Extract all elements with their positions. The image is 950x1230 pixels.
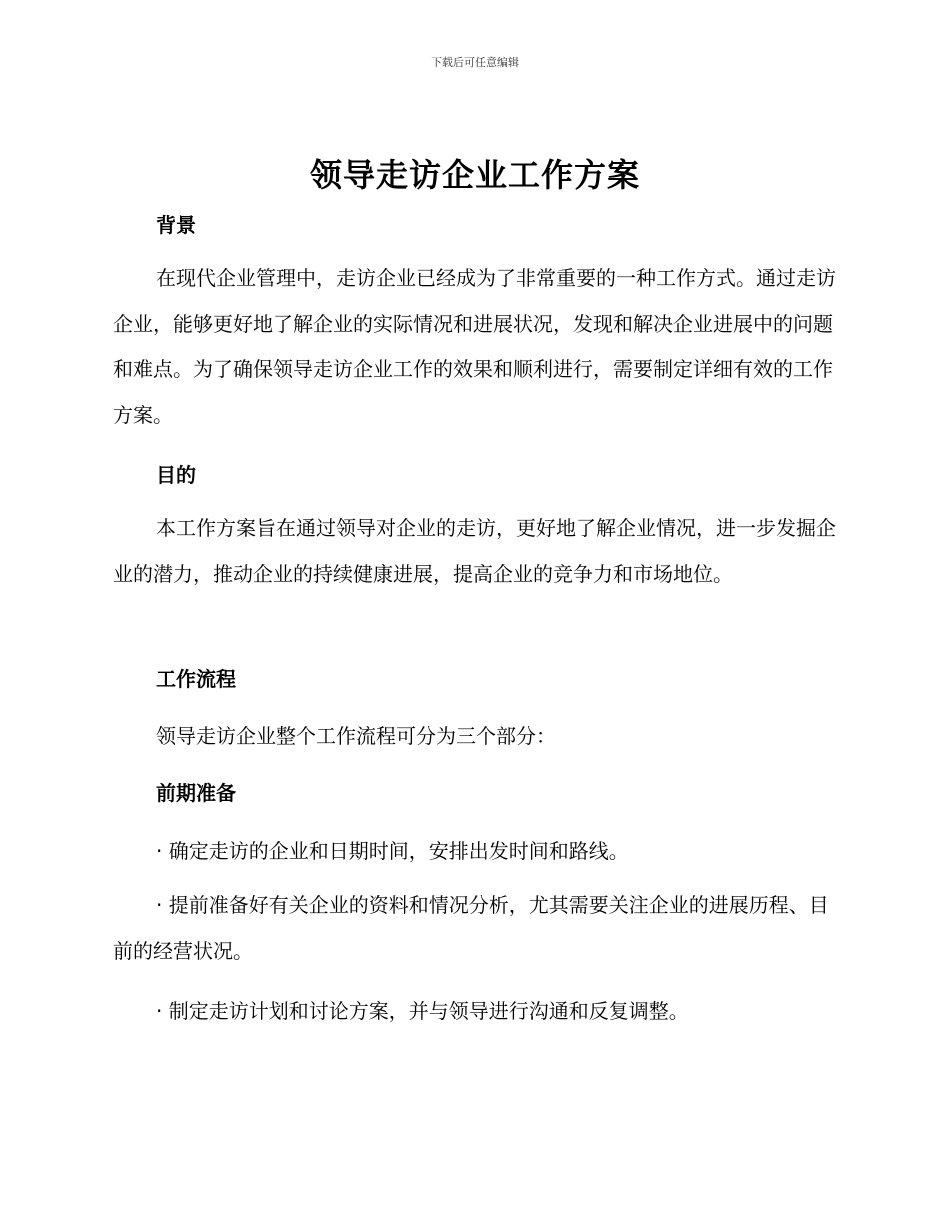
section-heading-background: 背景: [156, 213, 196, 237]
section-heading-workflow: 工作流程: [156, 667, 236, 691]
list-item: · 制定走访计划和讨论方案，并与领导进行沟通和反复调整。: [156, 999, 689, 1023]
document-title: 领导走访企业工作方案: [309, 156, 640, 194]
section-heading-purpose: 目的: [156, 463, 196, 487]
background-paragraph: 在现代企业管理中，走访企业已经成为了非常重要的一种工作方式。通过走访企业，能够更好地了解企业的实际情况和进展状况，发现和解决企业进展中的问题和难点。为了确保领导走访企业工作的效果和顺利进行，需要制定详细有效的工作方案。: [113, 266, 836, 427]
list-item: · 确定走访的企业和日期时间，安排出发时间和路线。: [156, 839, 629, 863]
section-heading-preparation: 前期准备: [156, 781, 236, 805]
purpose-paragraph: 本工作方案旨在通过领导对企业的走访，更好地了解企业情况，进一步发掘企业的潜力，推动企业的持续健康进展，提高企业的竞争力和市场地位。: [113, 516, 836, 586]
workflow-intro: 领导走访企业整个工作流程可分为三个部分：: [156, 724, 556, 748]
header-note: 下载后可任意编辑: [431, 56, 519, 69]
list-item: · 提前准备好有关企业的资料和情况分析，尤其需要关注企业的进展历程、目前的经营状况。: [113, 893, 829, 963]
